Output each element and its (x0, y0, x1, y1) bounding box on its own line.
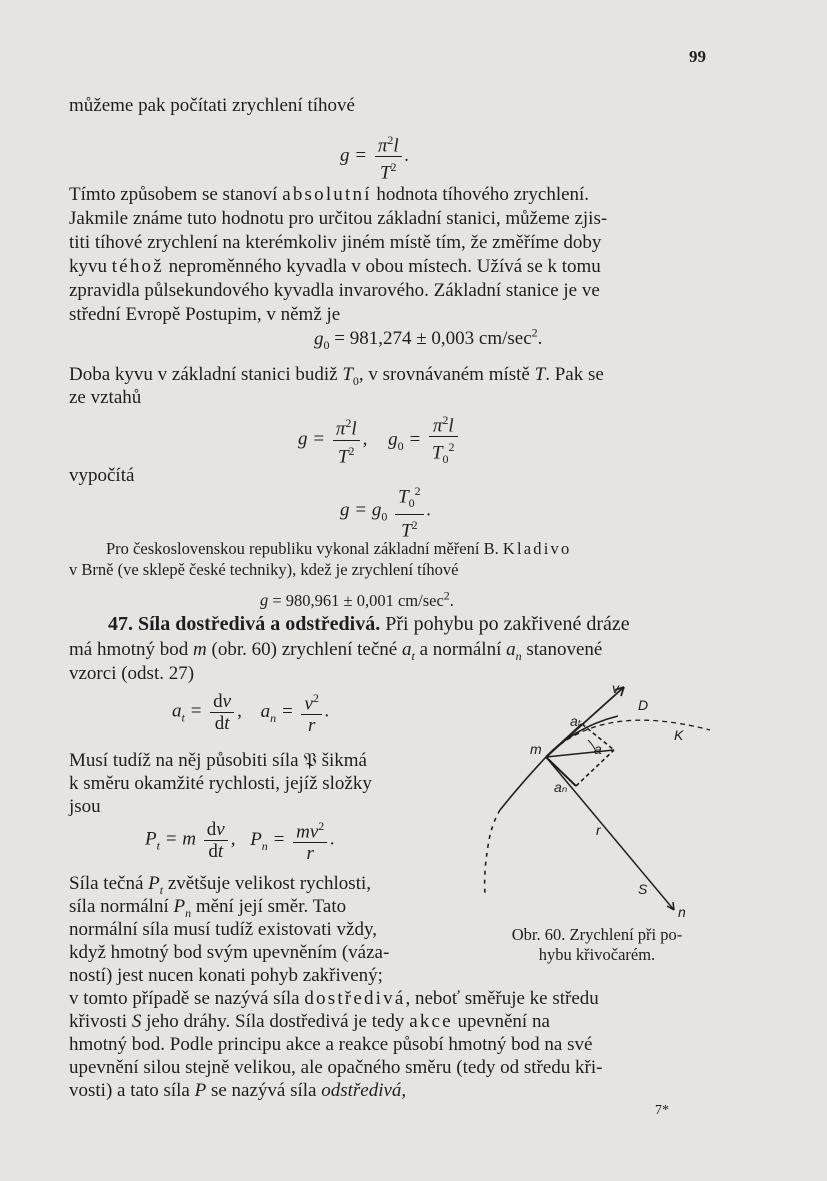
trajectory-dashed (485, 810, 500, 895)
paragraph-1-line-3: titi tíhové zrychlení na kterémkoliv jiném místě tím, že změříme doby (69, 232, 602, 253)
label-S: S (638, 881, 648, 897)
emphasis-odstrediva: odstředivá, (321, 1080, 407, 1101)
section-title: 47. Síla dostředivá a odstředivá. (108, 613, 381, 635)
paragraph-6-line-3: normální síla musí tudíž existovati vždy, (69, 919, 377, 940)
trajectory-curve (500, 716, 618, 810)
paragraph-2-line-1 (69, 363, 604, 393)
label-an: aₙ (554, 779, 568, 795)
paragraph-1-line-6: střední Evropě Postupim, v němž je (69, 304, 341, 325)
formula-g-and-g0: g = $\frac{\pi^2l}{T^2}$ , $g_0$ = $\frac{\pi^2l}{T_0^2}$ (298, 410, 461, 470)
formula-g-g0-ratio: $g = g_0$ $\frac{T_0^2}{T^2}$ . (340, 481, 431, 541)
signature-mark: 7* (655, 1103, 669, 1118)
text: upevnění na (452, 1011, 550, 1032)
text: síla normální $P_n$ mění její směr. Tato (69, 896, 347, 920)
paragraph-2-line-2: ze vztahů (69, 387, 142, 408)
emphasis-dostrediva: dostředivá (304, 988, 406, 1009)
text: Při pohybu po zakřivené dráze (380, 613, 630, 635)
text: neproměnného kyvadla v obou místech. Užívá se k tomu (163, 256, 601, 277)
label-n: n (678, 904, 686, 920)
paragraph-7-line-1 (69, 987, 599, 1010)
note-line-1 (106, 538, 571, 559)
paragraph-1-line-4 (69, 255, 601, 278)
text: Pro československou republiku vykonal základní měření B. (106, 539, 503, 558)
formula-g0-value: $g_0 = 981,274 \pm 0,003$ $cm/\sec^2$. (314, 326, 543, 353)
caption-line-2: hybu křivočarém. (538, 945, 656, 964)
paragraph-4-line-3: vzorci (odst. 27) (69, 663, 195, 684)
label-m: m (530, 741, 542, 757)
paragraph-7-line-5 (69, 1079, 406, 1102)
paragraph-7-line-2 (69, 1010, 550, 1033)
paragraph-1-line-2: Jakmile známe tuto hodnotu pro určitou základní stanici, můžeme zjis- (69, 208, 608, 229)
text-line-1: můžeme pak počítati zrychlení tíhové (69, 95, 355, 116)
paragraph-1-line-1 (69, 183, 589, 206)
text: v tomto případě se nazývá síla (69, 988, 305, 1009)
emphasis-tehoz: téhož (111, 256, 164, 277)
formula-g-pi2l-T2: g = $\frac{\pi^2l}{T^2}$ . (340, 130, 409, 184)
text: vosti) a tato síla P se nazývá síla (69, 1080, 322, 1101)
text: Tímto způsobem se stanoví (69, 184, 283, 205)
text-vypocita: vypočítá (69, 465, 135, 486)
formula-g-brno: g = 980,961 ± 0,001 $cm/\sec^2$. (260, 588, 454, 610)
note-line-2: v Brně (ve sklepě české techniky), kdež je zrychlení tíhové (69, 560, 459, 579)
label-at: aₜ (570, 713, 582, 729)
acceleration-vector (546, 750, 614, 757)
text: kyvu (69, 256, 112, 277)
text: křivosti S jeho dráhy. Síla dostředivá je tedy (69, 1011, 410, 1032)
paragraph-5-line-2: k směru okamžité rychlosti, jejíž složky (69, 773, 372, 794)
formula-at-an: $a_t$ = $\frac{dv}{dt}$ , $a_n$ = $\frac{v^2}{r}$ . (172, 688, 330, 736)
page-number: 99 (689, 47, 706, 66)
paragraph-6-line-5: ností) jest nucen konati pohyb zakřivený; (69, 965, 383, 986)
section-47-heading (108, 613, 630, 636)
emphasis-absolutni: absolutní (282, 184, 372, 205)
figure-caption (472, 925, 722, 965)
label-r: r (596, 822, 601, 838)
label-a: a (594, 741, 602, 757)
emphasis-kladivo: Kladivo (502, 539, 572, 558)
text: hodnota tíhového zrychlení. (371, 184, 590, 205)
paragraph-6-line-4: když hmotný bod svým upevněním (váza- (69, 942, 390, 963)
paragraph-7-line-3: hmotný bod. Podle principu akce a reakce působí hmotný bod na své (69, 1034, 593, 1055)
text: Doba kyvu v základní stanici budiž $T_0$, v srovnávaném místě T. Pak se (69, 364, 604, 388)
caption-line-1: Obr. 60. Zrychlení při po- (511, 925, 683, 944)
label-K: K (674, 727, 684, 743)
formula-Pt-Pn: $P_t = m$ $\frac{dv}{dt}$ , $P_n$ = $\frac{mv^2}{r}$ . (145, 816, 335, 864)
text: , neboť směřuje ke středu (405, 988, 599, 1009)
figure-60-diagram (478, 680, 718, 920)
paragraph-5-line-3: jsou (69, 796, 101, 817)
text: má hmotný bod m (obr. 60) zrychlení tečné $a_t$ a normální $a_n$ stanovené (69, 639, 603, 663)
paragraph-7-line-4: upevnění silou stejně velikou, ale opačného směru (tedy od středu kři- (69, 1057, 603, 1078)
text: Síla tečná $P_t$ zvětšuje velikost rychlosti, (69, 873, 371, 897)
paragraph-5-line-1: Musí tudíž na něj působiti síla 𝔓 šikmá (69, 750, 367, 771)
paragraph-1-line-5: zpravidla půlsekundového kyvadla invarového. Základní stanice je ve (69, 280, 600, 301)
emphasis-akce: akce (409, 1011, 453, 1032)
label-D: D (638, 697, 649, 713)
label-v: v (612, 680, 619, 696)
